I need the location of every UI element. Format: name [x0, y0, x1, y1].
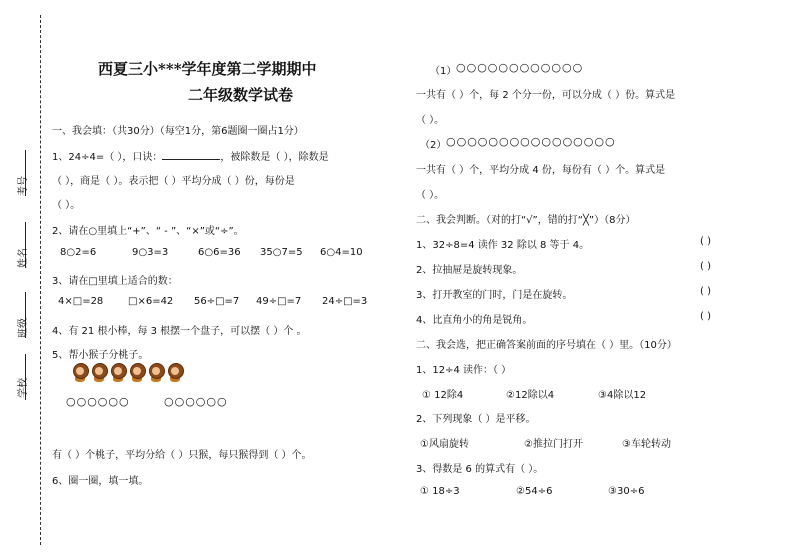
question-3-item: □×6=42 [128, 296, 174, 307]
question-3-item: 49÷□=7 [256, 296, 302, 307]
monkey-icon [91, 362, 107, 382]
part-1-line-2: （ ）。 [416, 115, 445, 126]
question-1-line-1 [52, 148, 329, 163]
question-2-item: 6○4=10 [320, 247, 363, 258]
question-1-line-3: （ ）。 [52, 200, 81, 211]
monkey-icon [129, 362, 145, 382]
judge-answer-4[interactable]: ( ) [700, 311, 711, 322]
question-1-text-b: ，被除数是（ ），除数是 [220, 152, 329, 163]
part-1-line-1: 一共有（ ）个，每 2 个分一份，可以分成（ ）份。算式是 [416, 90, 676, 101]
choice-question-2: 2、下列现象（ ）是平移。 [416, 414, 536, 425]
question-2-item: 8○2=6 [60, 247, 97, 258]
monkey-icon [148, 362, 164, 382]
question-3-item: 56÷□=7 [194, 296, 240, 307]
section-3-heading: 二、我会选，把正确答案前面的序号填在（ ）里。（10分） [416, 340, 677, 351]
choice-option: ③4除以12 [598, 390, 647, 401]
question-2-item: 9○3=3 [132, 247, 169, 258]
monkey-illustration [72, 362, 186, 385]
choice-question-1: 1、12÷4 读作：（ ） [416, 365, 512, 376]
binding-dashed-line [40, 15, 41, 545]
choice-option: ②54÷6 [516, 486, 553, 497]
judge-item-1: 1、32÷8=4 读作 32 除以 8 等于 4。 [416, 240, 590, 251]
question-6-heading: 6、圈一圈，填一填。 [52, 476, 149, 487]
rhyme-blank[interactable] [162, 150, 220, 160]
peach-circles-left: ○○○○○○ [66, 395, 130, 408]
monkey-icon [110, 362, 126, 382]
part-2-circles: ○○○○○○○○○○○○○○○○ [446, 135, 616, 148]
choice-question-3: 3、得数是 6 的算式有（ ）。 [416, 464, 544, 475]
choice-option: ②12除以4 [506, 390, 555, 401]
question-1-line-2: （ ），商是（ ）。表示把（ ）平均分成（ ）份，每份是 [52, 176, 295, 187]
question-3-heading: 3、请在□里填上适合的数： [52, 276, 178, 287]
judge-item-4: 4、比直角小的角是锐角。 [416, 315, 533, 326]
part-1-label: （1） [430, 66, 457, 77]
exam-subtitle: 二年级数学试卷 [188, 86, 294, 104]
judge-answer-2[interactable]: ( ) [700, 261, 711, 272]
choice-option: ③30÷6 [608, 486, 645, 497]
judge-answer-3[interactable]: ( ) [700, 286, 711, 297]
part-2-line-1: 一共有（ ）个，平均分成 4 份，每份有（ ）个。算式是 [416, 165, 666, 176]
question-5-heading: 5、帮小猴子分桃子。 [52, 350, 149, 361]
peach-circles-right: ○○○○○○ [164, 395, 228, 408]
part-1-circles: ○○○○○○○○○○○○ [456, 61, 584, 74]
section-2-heading: 二、我会判断。（对的打“√”，错的打“╳”）（8分） [416, 215, 636, 226]
section-1-heading: 一、我会填：（共30分）（每空1分，第6题圈一圈占1分） [52, 126, 304, 137]
judge-answer-1[interactable]: ( ) [700, 236, 711, 247]
judge-item-2: 2、拉抽屉是旋转现象。 [416, 265, 523, 276]
monkey-icon [167, 362, 183, 382]
school-label: 学校 [18, 378, 29, 398]
part-2-label: （2） [420, 140, 447, 151]
exam-title: 西夏三小***学年度第二学期期中 [98, 60, 317, 78]
choice-option: ① 12除4 [422, 390, 464, 401]
judge-item-3: 3、打开教室的门时，门是在旋转。 [416, 290, 573, 301]
question-3-item: 24÷□=3 [322, 296, 368, 307]
name-label: 姓名 [18, 248, 29, 268]
choice-option: ②推拉门打开 [524, 439, 583, 450]
exam-number-label: 考号 [18, 176, 29, 196]
monkey-icon [72, 362, 88, 382]
question-5-fill: 有（ ）个桃子，平均分给（ ）只猴，每只猴得到（ ）个。 [52, 450, 312, 461]
choice-option: ①风扇旋转 [420, 439, 469, 450]
question-1-text-a: 1、24÷4=（ ），口诀： [52, 152, 163, 163]
question-4: 4、有 21 根小棒，每 3 根摆一个盘子，可以摆（ ）个 。 [52, 326, 307, 337]
class-label: 班级 [18, 318, 29, 338]
question-3-item: 4×□=28 [58, 296, 104, 307]
question-2-item: 35○7=5 [260, 247, 303, 258]
choice-option: ③车轮转动 [622, 439, 671, 450]
question-2-heading: 2、请在○里填上“+”、“ - ”、“×”或“÷”。 [52, 226, 244, 237]
question-2-item: 6○6=36 [198, 247, 241, 258]
part-2-line-2: （ ）。 [416, 190, 445, 201]
choice-option: ① 18÷3 [420, 486, 460, 497]
